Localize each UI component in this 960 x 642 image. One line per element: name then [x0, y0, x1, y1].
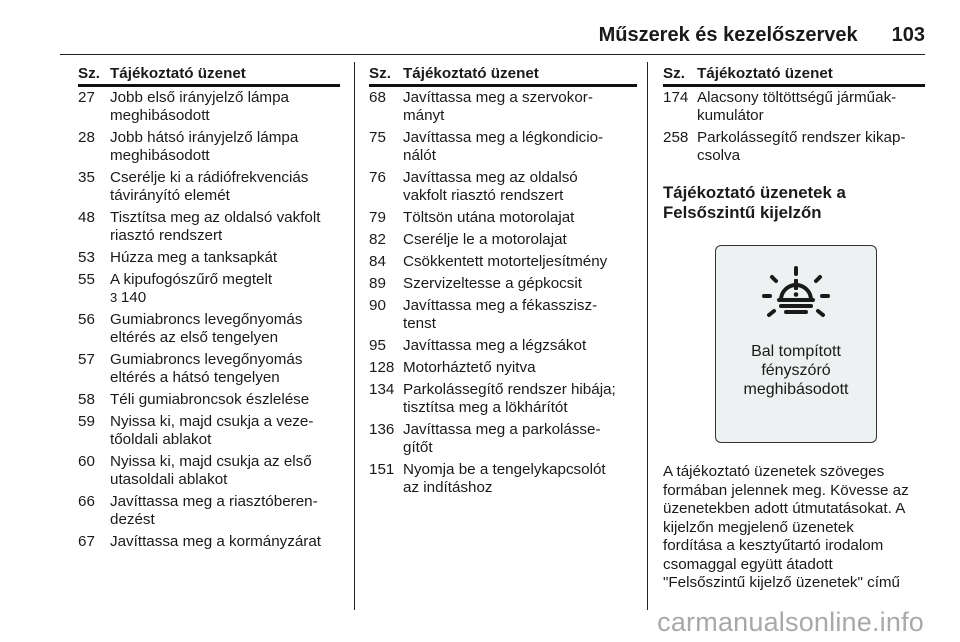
- message-number: 27: [78, 89, 95, 106]
- page-header: [60, 24, 925, 54]
- message-header: Tájékoztató üzenet: [403, 65, 539, 82]
- message-number: 151: [369, 461, 395, 478]
- table-row: [663, 89, 925, 125]
- message-text: A kipufogószűrő megtelt 3 140: [110, 271, 273, 306]
- table-row: [369, 209, 637, 227]
- message-text: Csökkentett motorteljesítmény: [403, 253, 608, 270]
- message-number: 66: [78, 493, 95, 510]
- page-reference-arrow-icon: 3: [110, 290, 121, 305]
- message-rows: [78, 89, 340, 551]
- message-number: 58: [78, 391, 95, 408]
- number-header: Sz.: [369, 65, 391, 82]
- column-divider-1: [354, 62, 355, 610]
- table-row: [78, 493, 340, 529]
- message-number: 48: [78, 209, 95, 226]
- table-row: [663, 129, 925, 165]
- headlight-warning-icon: [761, 266, 831, 328]
- message-text: Javíttassa meg a fékasszisz- tenst: [403, 297, 598, 332]
- number-header: Sz.: [663, 65, 685, 82]
- message-text: Szervizeltesse a gépkocsit: [403, 275, 582, 292]
- message-number: 90: [369, 297, 386, 314]
- table-row: [78, 209, 340, 245]
- table-header: [78, 64, 340, 87]
- message-text: Javíttassa meg a légzsákot: [403, 337, 587, 354]
- message-table-column-2: [369, 64, 637, 497]
- message-number: 89: [369, 275, 386, 292]
- table-row: [369, 89, 637, 125]
- message-text: Nyissa ki, majd csukja az első utasoldali ablakot: [110, 453, 312, 488]
- table-row: [78, 249, 340, 267]
- message-number: 136: [369, 421, 395, 438]
- table-row: [369, 253, 637, 271]
- message-text: Húzza meg a tanksapkát: [110, 249, 278, 266]
- header-title: Műszerek és kezelőszervek: [598, 24, 858, 46]
- table-row: [78, 391, 340, 409]
- message-number: 82: [369, 231, 386, 248]
- message-number: 174: [663, 89, 689, 106]
- message-header: Tájékoztató üzenet: [697, 65, 833, 82]
- table-row: [78, 453, 340, 489]
- page-number: 103: [891, 24, 925, 46]
- page-reference[interactable]: 140: [120, 289, 147, 306]
- message-number: 56: [78, 311, 95, 328]
- message-text: Javíttassa meg a légkondicio- nálót: [403, 129, 604, 164]
- message-table-column-3: [663, 64, 925, 593]
- message-number: 55: [78, 271, 95, 288]
- message-text: Töltsön utána motorolajat: [403, 209, 575, 226]
- table-row: [369, 461, 637, 497]
- message-text: Cserélje le a motorolajat: [403, 231, 567, 248]
- table-row: [369, 297, 637, 333]
- table-row: [78, 413, 340, 449]
- table-header: [369, 64, 637, 87]
- watermark: carmanualsonline.info: [657, 607, 924, 637]
- message-text: Javíttassa meg a kormányzárat: [110, 533, 322, 550]
- message-number: 53: [78, 249, 95, 266]
- message-number: 258: [663, 129, 689, 146]
- message-text: Cserélje ki a rádiófrekvenciás távirányító elemét: [110, 169, 309, 204]
- message-table-column-1: [78, 64, 340, 551]
- header-rule: [60, 54, 925, 55]
- message-number: 60: [78, 453, 95, 470]
- table-row: [369, 275, 637, 293]
- table-row: [78, 89, 340, 125]
- message-number: 134: [369, 381, 395, 398]
- section-title: Tájékoztató üzenetek a Felsőszintű kijelzőn: [663, 183, 846, 222]
- message-text: Parkolássegítő rendszer hibája; tisztítsa meg a lökhárítót: [403, 381, 616, 416]
- table-row: [369, 129, 637, 165]
- message-number: 57: [78, 351, 95, 368]
- body-paragraph: A tájékoztató üzenetek szöveges formában jelennek meg. Kövesse az üzenetekben adott útmutatásokat. A kijelzőn megjelenő üzenetek fordítása a kesztyűtartó irodalom csomaggal együtt átadott "Felsőszintű kijelző üzenetek" című: [663, 463, 909, 591]
- message-text: Gumiabroncs levegőnyomás eltérés a hátsó tengelyen: [110, 351, 303, 386]
- message-rows: [369, 89, 637, 497]
- message-number: 59: [78, 413, 95, 430]
- message-text: Nyomja be a tengelykapcsolót az indításhoz: [403, 461, 606, 496]
- table-row: [369, 359, 637, 377]
- message-text: Javíttassa meg a riasztóberen- dezést: [110, 493, 318, 528]
- table-row: [369, 381, 637, 417]
- message-text: Javíttassa meg az oldalsó vakfolt riasztó rendszert: [403, 169, 578, 204]
- message-number: 35: [78, 169, 95, 186]
- message-header: Tájékoztató üzenet: [110, 65, 246, 82]
- message-number: 28: [78, 129, 95, 146]
- display-message: Bal tompított fényszóró meghibásodott: [743, 343, 849, 398]
- message-text: Javíttassa meg a szervokor- mányt: [403, 89, 593, 124]
- message-number: 67: [78, 533, 95, 550]
- table-row: [369, 337, 637, 355]
- message-rows: [663, 89, 925, 165]
- message-number: 68: [369, 89, 386, 106]
- message-text: Parkolássegítő rendszer kikap- csolva: [697, 129, 906, 164]
- number-header: Sz.: [78, 65, 100, 82]
- table-row: [78, 311, 340, 347]
- message-text: Jobb hátsó irányjelző lámpa meghibásodott: [110, 129, 299, 164]
- table-row: [369, 421, 637, 457]
- table-header: [663, 64, 925, 87]
- message-text: Téli gumiabroncsok észlelése: [110, 391, 310, 408]
- message-text: Javíttassa meg a parkolásse- gítőt: [403, 421, 601, 456]
- table-row: [78, 169, 340, 205]
- table-row: [78, 351, 340, 387]
- message-text: Gumiabroncs levegőnyomás eltérés az első tengelyen: [110, 311, 303, 346]
- table-row: [78, 271, 340, 307]
- message-number: 75: [369, 129, 386, 146]
- message-number: 95: [369, 337, 386, 354]
- message-number: 128: [369, 359, 395, 376]
- message-text: Nyissa ki, majd csukja a veze- tőoldali ablakot: [110, 413, 314, 448]
- message-text: Motorháztető nyitva: [403, 359, 536, 376]
- message-text: Jobb első irányjelző lámpa meghibásodott: [110, 89, 289, 124]
- table-row: [78, 533, 340, 551]
- display-panel-illustration: [715, 245, 877, 443]
- message-number: 79: [369, 209, 386, 226]
- message-text: Alacsony töltöttségű járműak- kumulátor: [697, 89, 897, 124]
- table-row: [369, 231, 637, 249]
- message-number: 76: [369, 169, 386, 186]
- table-row: [78, 129, 340, 165]
- column-divider-2: [647, 62, 648, 610]
- message-number: 84: [369, 253, 386, 270]
- message-text: Tisztítsa meg az oldalsó vakfolt riasztó rendszert: [110, 209, 321, 244]
- table-row: [369, 169, 637, 205]
